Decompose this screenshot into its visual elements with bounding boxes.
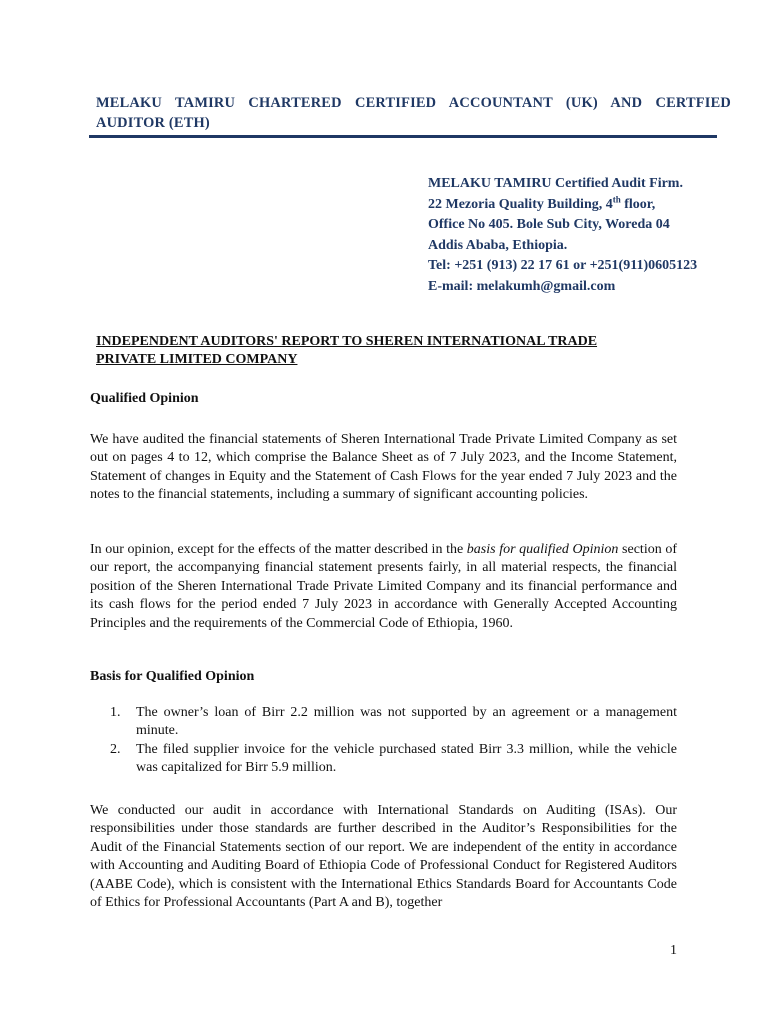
firm-address-line1 xyxy=(428,195,748,216)
firm-telephone: Tel: +251 (913) 22 17 61 or +251(911)0605123 xyxy=(428,258,698,274)
report-title-line1: INDEPENDENT AUDITORS' REPORT TO SHEREN INTERNATIONAL TRADE xyxy=(96,334,598,349)
letterhead-divider xyxy=(89,135,717,138)
report-title-line2: PRIVATE LIMITED COMPANY xyxy=(96,352,298,367)
basis-list-item xyxy=(110,741,677,778)
page-number: 1 xyxy=(670,943,677,958)
firm-address-line3: Addis Ababa, Ethiopia. xyxy=(428,237,568,253)
basis-item-text: The owner’s loan of Birr 2.2 million was not supported by an agreement or a management minute. xyxy=(136,705,677,739)
qualified-opinion-heading: Qualified Opinion xyxy=(90,391,199,406)
basis-item-text: The filed supplier invoice for the vehicle purchased stated Birr 3.3 million, while the vehicle was capitalized for Birr 5.9 million. xyxy=(136,741,677,776)
firm-name: MELAKU TAMIRU Certified Audit Firm. xyxy=(428,176,683,191)
firm-address-line1-suffix: floor, xyxy=(620,196,656,212)
opinion-text-before: In our opinion, except for the effects of the matter described in the xyxy=(90,542,467,557)
firm-address-line1-text: 22 Mezoria Quality Building, 4 xyxy=(428,196,613,212)
qualified-opinion-paragraph-1: We have audited the financial statements of Sheren International Trade Private Limited Company as set out on pages 4 to 12, which comprise the Balance Sheet as of 7 July 2023, and the Income Statement, Statement of changes in Equity and the Statement of Cash Flows for the year ended 7 July 2023 and the notes to the financial statements, including a summary of significant accounting policies. xyxy=(90,432,677,503)
basis-paragraph: We conducted our audit in accordance with International Standards on Auditing (ISAs). Our responsibilities under those standards are further described in the Auditor’s Responsibilities for the Audit of the Financial Statements section of our report. We are independent of the entity in accordance with Accounting and Auditing Board of Ethiopia Code of Professional Conduct for Registered Auditors (AABE Code), which is consistent with the International Ethics Standards Board for Accountants Code of Ethics for Professional Accountants (Part A and B), together xyxy=(90,803,677,911)
basis-list-item xyxy=(110,704,677,741)
firm-email: E-mail: melakumh@gmail.com xyxy=(428,278,616,294)
opinion-text-italic: basis for qualified Opinion xyxy=(466,542,619,557)
basis-list xyxy=(110,704,677,778)
basis-item-number: 2. xyxy=(110,741,121,757)
qualified-opinion-paragraph-2 xyxy=(90,541,677,633)
firm-address-line1-superscript: th xyxy=(612,193,621,204)
opinion-text-after: section of our report, the accompanying financial statement presents fairly, in all material respects, the financial position of the Sheren International Trade Private Limited Company and its financial performance and its cash flows for the period ended 7 July 2023 in accordance with Generally Accepted Accounting Principles and the requirements of the Commercial Code of Ethiopia, 1960. xyxy=(90,542,677,631)
basis-heading: Basis for Qualified Opinion xyxy=(90,669,255,684)
firm-address-block xyxy=(428,174,748,298)
letterhead-title: MELAKU TAMIRU CHARTERED CERTIFIED ACCOUNTANT (UK) AND CERTFIED AUDITOR (ETH) xyxy=(96,95,731,131)
report-title xyxy=(96,333,656,369)
firm-address-line2: Office No 405. Bole Sub City, Woreda 04 xyxy=(428,217,670,233)
basis-item-number: 1. xyxy=(110,705,121,720)
